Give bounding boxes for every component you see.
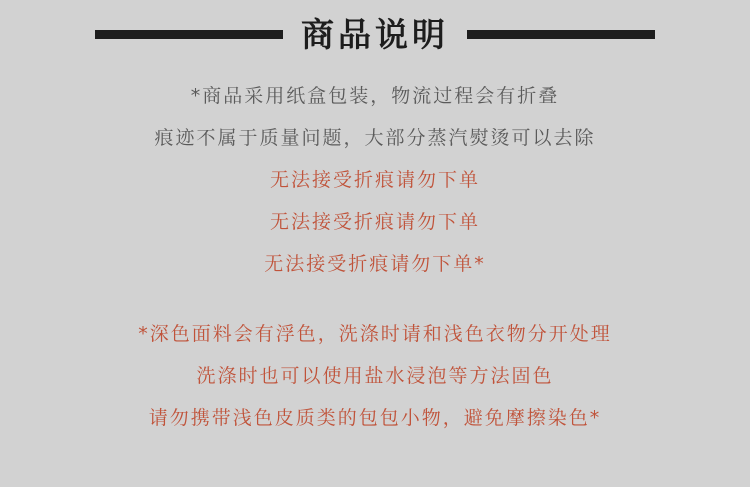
washing-notice-block	[0, 313, 750, 439]
notice-line: *商品采用纸盒包装，物流过程会有折叠	[190, 85, 560, 107]
notice-line-accent: 无法接受折痕请勿下单	[269, 211, 480, 233]
section-title-row	[0, 0, 750, 54]
notice-line-accent: 无法接受折痕请勿下单	[269, 169, 480, 191]
title-rule-left	[95, 30, 283, 39]
notice-line-accent: 洗涤时也可以使用盐水浸泡等方法固色	[196, 365, 554, 387]
notice-line-accent: 请勿携带浅色皮质类的包包小物，避免摩擦染色*	[148, 407, 602, 429]
block-spacer	[0, 285, 750, 313]
title-rule-right	[467, 30, 655, 39]
page-title: 商品说明	[301, 15, 449, 54]
notice-line-accent: 无法接受折痕请勿下单*	[264, 253, 486, 275]
notice-line: 痕迹不属于质量问题，大部分蒸汽熨烫可以去除	[154, 127, 596, 149]
packaging-notice-block	[0, 75, 750, 285]
notice-line-accent: *深色面料会有浮色，洗涤时请和浅色衣物分开处理	[138, 323, 612, 345]
